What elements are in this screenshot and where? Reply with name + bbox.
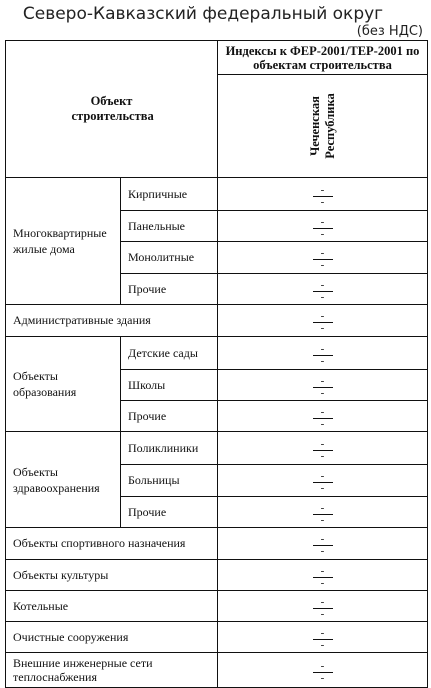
table-row bbox=[6, 653, 428, 688]
value-bottom: - bbox=[320, 259, 325, 271]
value-bottom: - bbox=[320, 576, 325, 589]
row-label: Панельные bbox=[121, 211, 218, 242]
index-value bbox=[218, 465, 428, 497]
index-value bbox=[218, 242, 428, 274]
value-top: - bbox=[320, 437, 325, 450]
value-bottom: - bbox=[320, 607, 325, 620]
group-label: Объекты образования bbox=[6, 337, 121, 432]
value-top: - bbox=[320, 659, 325, 672]
region-name: Чеченская Республика bbox=[307, 93, 337, 159]
value-bottom: - bbox=[320, 354, 325, 367]
value-bottom: - bbox=[320, 195, 325, 208]
row-label: Школы bbox=[121, 370, 218, 401]
value-top: - bbox=[320, 595, 325, 608]
value-bottom: - bbox=[320, 449, 325, 462]
table-row bbox=[6, 305, 428, 337]
object-header-text: Объект строительства bbox=[71, 94, 154, 123]
value-bottom: - bbox=[320, 513, 325, 526]
row-label: Детские сады bbox=[121, 337, 218, 370]
object-header bbox=[6, 41, 218, 178]
row-label: Административные здания bbox=[6, 305, 218, 337]
row-label: Поликлиники bbox=[121, 432, 218, 465]
index-value bbox=[218, 211, 428, 242]
index-value bbox=[218, 622, 428, 653]
index-value bbox=[218, 274, 428, 305]
value-top: - bbox=[320, 278, 325, 291]
value-top: - bbox=[320, 342, 325, 355]
value-bottom: - bbox=[320, 545, 325, 557]
group-label: Объекты здравоохранения bbox=[6, 432, 121, 528]
value-bottom: - bbox=[320, 227, 325, 240]
value-bottom: - bbox=[320, 290, 325, 303]
index-value bbox=[218, 432, 428, 465]
index-table bbox=[5, 40, 428, 688]
row-label-text: Внешние инженерные сети теплоснабжения bbox=[13, 656, 153, 684]
index-header-text: Индексы к ФЕР-2001/ТЕР-2001 по объектам строительства bbox=[225, 43, 420, 72]
value-bottom: - bbox=[320, 638, 325, 651]
index-value bbox=[218, 401, 428, 432]
row-label: Монолитные bbox=[121, 242, 218, 274]
index-header bbox=[218, 41, 428, 75]
vat-note: (без НДС) bbox=[356, 24, 423, 39]
row-label: Очистные сооружения bbox=[6, 622, 218, 653]
row-label: Больницы bbox=[121, 465, 218, 497]
table-row bbox=[6, 432, 428, 465]
table-row bbox=[6, 591, 428, 622]
value-bottom: - bbox=[320, 322, 325, 334]
value-top: - bbox=[320, 470, 325, 482]
row-label: Объекты культуры bbox=[6, 560, 218, 591]
index-value bbox=[218, 560, 428, 591]
index-value bbox=[218, 653, 428, 688]
index-value bbox=[218, 337, 428, 370]
value-top: - bbox=[320, 183, 325, 196]
index-value bbox=[218, 528, 428, 560]
value-top: - bbox=[320, 310, 325, 322]
value-top: - bbox=[320, 405, 325, 418]
table-row bbox=[6, 622, 428, 653]
row-label: Прочие bbox=[121, 497, 218, 528]
value-bottom: - bbox=[320, 671, 325, 684]
region-header bbox=[218, 75, 428, 178]
value-top: - bbox=[320, 247, 325, 259]
value-top: - bbox=[320, 374, 325, 387]
index-value bbox=[218, 370, 428, 401]
value-top: - bbox=[320, 501, 325, 514]
group-label: Многоквартирные жилые дома bbox=[6, 178, 121, 305]
index-value bbox=[218, 497, 428, 528]
value-top: - bbox=[320, 215, 325, 228]
row-label: Кирпичные bbox=[121, 178, 218, 211]
value-top: - bbox=[320, 533, 325, 545]
row-label: Объекты спортивного назначения bbox=[6, 528, 218, 560]
value-top: - bbox=[320, 564, 325, 577]
value-bottom: - bbox=[320, 386, 325, 399]
index-value bbox=[218, 178, 428, 211]
table-row bbox=[6, 337, 428, 370]
table-row bbox=[6, 528, 428, 560]
row-label: Котельные bbox=[6, 591, 218, 622]
page-title: Северо-Кавказский федеральный округ bbox=[22, 4, 384, 24]
value-bottom: - bbox=[320, 482, 325, 494]
table-row bbox=[6, 560, 428, 591]
row-label: Прочие bbox=[121, 274, 218, 305]
index-value bbox=[218, 305, 428, 337]
table-row bbox=[6, 178, 428, 211]
index-value bbox=[218, 591, 428, 622]
value-bottom: - bbox=[320, 417, 325, 430]
row-label bbox=[6, 653, 218, 688]
value-top: - bbox=[320, 626, 325, 639]
row-label: Прочие bbox=[121, 401, 218, 432]
